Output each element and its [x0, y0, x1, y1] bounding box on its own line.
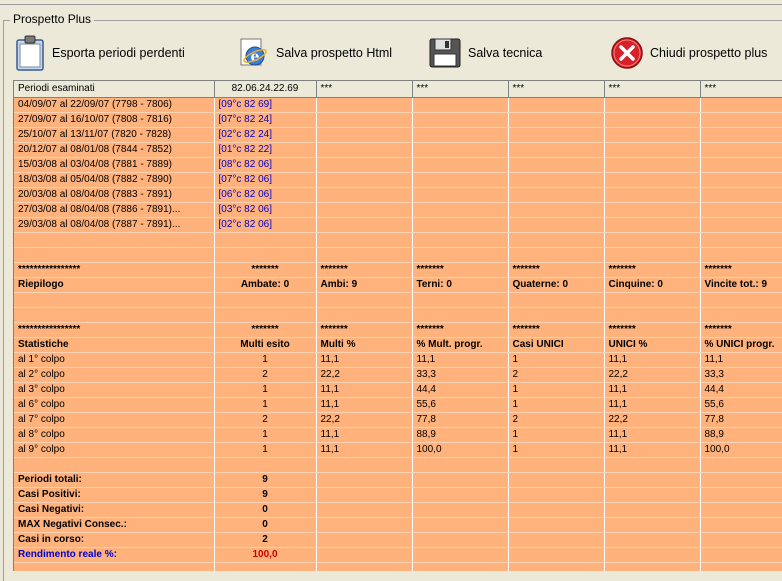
empty-cell: [316, 488, 412, 503]
stats-cell: 22,2: [316, 413, 412, 428]
stats-header-row-cell: Multi esito: [214, 338, 316, 353]
stats-cell: 1: [214, 353, 316, 368]
stats-row: [14, 413, 782, 428]
stats-cell: 77,8: [700, 413, 782, 428]
results-grid[interactable]: [13, 80, 782, 571]
total-label: Periodi totali:: [14, 473, 214, 488]
summary-row-cell: Riepilogo: [14, 278, 214, 293]
empty-cell: [700, 503, 782, 518]
empty-cell: [14, 233, 214, 248]
stats-cell: 44,4: [700, 383, 782, 398]
close-icon: [610, 36, 644, 70]
total-row: [14, 503, 782, 518]
summary-row-cell: Ambi: 9: [316, 278, 412, 293]
empty-cell: [700, 533, 782, 548]
stats-cell: al 8° colpo: [14, 428, 214, 443]
empty-cell: [604, 563, 700, 572]
empty-cell: [412, 473, 508, 488]
empty-cell: [604, 128, 700, 143]
empty-row: [14, 248, 782, 263]
empty-cell: [700, 473, 782, 488]
empty-cell: [508, 158, 604, 173]
stats-cell: 88,9: [412, 428, 508, 443]
empty-cell: [604, 248, 700, 263]
empty-cell: [412, 248, 508, 263]
stats-header-row-cell: % UNICI progr.: [700, 338, 782, 353]
empty-cell: [412, 188, 508, 203]
empty-cell: [508, 518, 604, 533]
stats-cell: 100,0: [412, 443, 508, 458]
stats-cell: al 1° colpo: [14, 353, 214, 368]
header-cell[interactable]: ***: [508, 81, 604, 98]
empty-cell: [508, 143, 604, 158]
header-cell[interactable]: ***: [604, 81, 700, 98]
empty-cell: [316, 203, 412, 218]
empty-cell: [604, 173, 700, 188]
empty-cell: [700, 233, 782, 248]
stats-cell: 100,0: [700, 443, 782, 458]
stats-cell: 11,1: [412, 353, 508, 368]
empty-cell: [604, 473, 700, 488]
empty-cell: [316, 503, 412, 518]
separator-row-cell: *******: [214, 323, 316, 338]
group-title: Prospetto Plus: [10, 12, 94, 26]
total-label: Casi in corso:: [14, 533, 214, 548]
results-table: [14, 81, 782, 571]
empty-cell: [412, 158, 508, 173]
separator-row-cell: *******: [508, 263, 604, 278]
empty-cell: [214, 233, 316, 248]
stats-cell: 22,2: [316, 368, 412, 383]
period-range: 04/09/07 al 22/09/07 (7798 - 7806): [14, 98, 214, 113]
empty-cell: [316, 248, 412, 263]
stats-cell: 44,4: [412, 383, 508, 398]
period-code: [09°c 82 69]: [214, 98, 316, 113]
stats-cell: 33,3: [412, 368, 508, 383]
save-html-button[interactable]: [236, 34, 392, 72]
period-row: [14, 98, 782, 113]
stats-header-row-cell: Multi %: [316, 338, 412, 353]
total-row: [14, 488, 782, 503]
save-html-label: Salva prospetto Html: [276, 46, 393, 60]
stats-cell: al 7° colpo: [14, 413, 214, 428]
empty-cell: [604, 188, 700, 203]
empty-cell: [700, 218, 782, 233]
stats-cell: 1: [214, 443, 316, 458]
rendimento-value: 100,0: [214, 548, 316, 563]
empty-cell: [214, 293, 316, 308]
empty-cell: [604, 158, 700, 173]
empty-cell: [412, 293, 508, 308]
total-row: [14, 533, 782, 548]
period-range: 18/03/08 al 05/04/08 (7882 - 7890): [14, 173, 214, 188]
empty-cell: [604, 533, 700, 548]
save-tech-button[interactable]: [428, 34, 542, 72]
period-code: [03°c 82 06]: [214, 203, 316, 218]
empty-cell: [316, 218, 412, 233]
summary-row-cell: Cinquine: 0: [604, 278, 700, 293]
empty-cell: [604, 488, 700, 503]
empty-cell: [316, 548, 412, 563]
empty-cell: [412, 233, 508, 248]
stats-header-row-cell: Statistiche: [14, 338, 214, 353]
empty-cell: [412, 203, 508, 218]
total-label: MAX Negativi Consec.:: [14, 518, 214, 533]
empty-cell: [316, 173, 412, 188]
summary-row-cell: Terni: 0: [412, 278, 508, 293]
stats-cell: 55,6: [700, 398, 782, 413]
empty-cell: [508, 293, 604, 308]
stats-cell: 2: [508, 368, 604, 383]
stats-cell: 1: [508, 398, 604, 413]
close-button[interactable]: [610, 34, 767, 72]
stats-header-row-cell: UNICI %: [604, 338, 700, 353]
empty-cell: [508, 98, 604, 113]
empty-row: [14, 293, 782, 308]
empty-cell: [508, 113, 604, 128]
empty-cell: [700, 458, 782, 473]
empty-cell: [508, 173, 604, 188]
stats-row: [14, 383, 782, 398]
period-code: [08°c 82 06]: [214, 158, 316, 173]
separator-row-cell: *******: [316, 323, 412, 338]
empty-cell: [604, 293, 700, 308]
empty-cell: [508, 203, 604, 218]
period-row: [14, 143, 782, 158]
empty-cell: [412, 503, 508, 518]
empty-cell: [316, 158, 412, 173]
stats-cell: 11,1: [316, 353, 412, 368]
summary-row-cell: Vincite tot.: 9: [700, 278, 782, 293]
empty-cell: [412, 308, 508, 323]
separator-row-cell: *******: [412, 323, 508, 338]
period-range: 29/03/08 al 08/04/08 (7887 - 7891)...: [14, 218, 214, 233]
empty-cell: [412, 113, 508, 128]
stats-cell: 11,1: [604, 353, 700, 368]
empty-cell: [508, 248, 604, 263]
separator-row-cell: *******: [700, 323, 782, 338]
empty-cell: [412, 548, 508, 563]
empty-cell: [316, 113, 412, 128]
header-cell[interactable]: 82.06.24.22.69: [214, 81, 316, 98]
stats-cell: 2: [214, 368, 316, 383]
empty-cell: [508, 188, 604, 203]
title-bar-edge: [0, 0, 782, 5]
empty-cell: [508, 128, 604, 143]
period-range: 20/12/07 al 08/01/08 (7844 - 7852): [14, 143, 214, 158]
empty-cell: [214, 308, 316, 323]
empty-cell: [700, 128, 782, 143]
empty-row: [14, 308, 782, 323]
empty-cell: [508, 308, 604, 323]
total-label: Casi Positivi:: [14, 488, 214, 503]
total-value: 0: [214, 503, 316, 518]
period-range: 20/03/08 al 08/04/08 (7883 - 7891): [14, 188, 214, 203]
empty-cell: [412, 458, 508, 473]
empty-cell: [316, 518, 412, 533]
empty-cell: [604, 458, 700, 473]
empty-cell: [316, 473, 412, 488]
rendimento-row: [14, 548, 782, 563]
total-value: 9: [214, 488, 316, 503]
stats-row: [14, 398, 782, 413]
stats-cell: 1: [508, 353, 604, 368]
empty-cell: [412, 128, 508, 143]
stats-header-row-cell: Casi UNICI: [508, 338, 604, 353]
total-value: 0: [214, 518, 316, 533]
period-code: [07°c 82 24]: [214, 113, 316, 128]
stats-cell: 1: [214, 398, 316, 413]
empty-row: [14, 458, 782, 473]
empty-cell: [700, 158, 782, 173]
separator-row-cell: *******: [316, 263, 412, 278]
stats-header-row-cell: % Mult. progr.: [412, 338, 508, 353]
separator-row: [14, 323, 782, 338]
empty-cell: [700, 548, 782, 563]
stats-cell: 2: [214, 413, 316, 428]
empty-cell: [412, 173, 508, 188]
empty-row: [14, 233, 782, 248]
empty-cell: [604, 308, 700, 323]
period-row: [14, 203, 782, 218]
export-label: Esporta periodi perdenti: [52, 46, 185, 60]
stats-cell: al 9° colpo: [14, 443, 214, 458]
empty-cell: [604, 518, 700, 533]
stats-row: [14, 428, 782, 443]
empty-cell: [508, 473, 604, 488]
stats-cell: 55,6: [412, 398, 508, 413]
stats-cell: 33,3: [700, 368, 782, 383]
stats-cell: 77,8: [412, 413, 508, 428]
stats-cell: 11,1: [604, 428, 700, 443]
stats-cell: 11,1: [604, 383, 700, 398]
empty-cell: [316, 293, 412, 308]
svg-text:e: e: [250, 49, 260, 65]
period-row: [14, 188, 782, 203]
internet-explorer-icon: [236, 36, 270, 70]
stats-cell: 1: [508, 443, 604, 458]
stats-cell: 11,1: [316, 398, 412, 413]
empty-cell: [316, 188, 412, 203]
empty-cell: [508, 503, 604, 518]
empty-cell: [14, 308, 214, 323]
stats-cell: 11,1: [604, 443, 700, 458]
header-cell[interactable]: Periodi esaminati: [14, 81, 214, 98]
period-row: [14, 113, 782, 128]
empty-cell: [316, 128, 412, 143]
empty-cell: [508, 218, 604, 233]
header-cell[interactable]: ***: [412, 81, 508, 98]
empty-cell: [214, 563, 316, 572]
empty-cell: [412, 563, 508, 572]
empty-cell: [604, 203, 700, 218]
empty-cell: [508, 458, 604, 473]
empty-cell: [508, 563, 604, 572]
rendimento-label: Rendimento reale %:: [14, 548, 214, 563]
empty-cell: [700, 188, 782, 203]
empty-cell: [604, 98, 700, 113]
empty-cell: [604, 218, 700, 233]
stats-cell: 1: [508, 383, 604, 398]
empty-cell: [316, 233, 412, 248]
empty-cell: [508, 548, 604, 563]
period-code: [01°c 82 22]: [214, 143, 316, 158]
separator-row-cell: *******: [508, 323, 604, 338]
summary-row: [14, 278, 782, 293]
stats-cell: al 6° colpo: [14, 398, 214, 413]
total-value: 9: [214, 473, 316, 488]
total-row: [14, 473, 782, 488]
stats-cell: 11,1: [316, 443, 412, 458]
summary-row-cell: Ambate: 0: [214, 278, 316, 293]
empty-cell: [14, 563, 214, 572]
separator-row-cell: *******: [412, 263, 508, 278]
empty-cell: [412, 98, 508, 113]
header-row: [14, 81, 782, 98]
period-code: [02°c 82 24]: [214, 128, 316, 143]
stats-cell: 1: [214, 383, 316, 398]
period-code: [07°c 82 06]: [214, 173, 316, 188]
empty-cell: [700, 173, 782, 188]
stats-cell: 22,2: [604, 413, 700, 428]
empty-cell: [316, 563, 412, 572]
empty-cell: [700, 308, 782, 323]
period-range: 15/03/08 al 03/04/08 (7881 - 7889): [14, 158, 214, 173]
stats-cell: 1: [508, 428, 604, 443]
empty-cell: [316, 308, 412, 323]
empty-cell: [700, 143, 782, 158]
stats-cell: 11,1: [316, 428, 412, 443]
empty-cell: [316, 143, 412, 158]
save-tech-label: Salva tecnica: [468, 46, 543, 60]
period-range: 27/03/08 al 08/04/08 (7886 - 7891)...: [14, 203, 214, 218]
separator-row-cell: *******: [700, 263, 782, 278]
empty-cell: [14, 293, 214, 308]
stats-cell: 11,1: [316, 383, 412, 398]
stats-row: [14, 443, 782, 458]
empty-cell: [316, 98, 412, 113]
stats-cell: al 2° colpo: [14, 368, 214, 383]
close-label: Chiudi prospetto plus: [650, 46, 768, 60]
header-cell[interactable]: ***: [700, 81, 782, 98]
period-row: [14, 128, 782, 143]
empty-cell: [604, 548, 700, 563]
empty-cell: [700, 98, 782, 113]
stats-cell: 22,2: [604, 368, 700, 383]
empty-cell: [14, 248, 214, 263]
period-code: [06°c 82 06]: [214, 188, 316, 203]
stats-cell: 11,1: [604, 398, 700, 413]
empty-cell: [14, 458, 214, 473]
period-row: [14, 218, 782, 233]
empty-cell: [700, 563, 782, 572]
empty-cell: [412, 488, 508, 503]
empty-cell: [412, 218, 508, 233]
stats-cell: 2: [508, 413, 604, 428]
empty-cell: [412, 143, 508, 158]
stats-cell: al 3° colpo: [14, 383, 214, 398]
empty-cell: [604, 113, 700, 128]
separator-row-cell: *******: [604, 323, 700, 338]
empty-cell: [700, 203, 782, 218]
stats-cell: 11,1: [700, 353, 782, 368]
stats-row: [14, 353, 782, 368]
empty-cell: [700, 248, 782, 263]
summary-row-cell: Quaterne: 0: [508, 278, 604, 293]
empty-cell: [214, 458, 316, 473]
empty-cell: [700, 488, 782, 503]
total-value: 2: [214, 533, 316, 548]
separator-row: [14, 263, 782, 278]
empty-cell: [604, 143, 700, 158]
separator-row-cell: *******: [604, 263, 700, 278]
empty-cell: [316, 533, 412, 548]
separator-row-cell: ****************: [14, 323, 214, 338]
header-cell[interactable]: ***: [316, 81, 412, 98]
floppy-disk-icon: [428, 36, 462, 70]
empty-cell: [700, 293, 782, 308]
toolbar: [14, 34, 782, 72]
stats-row: [14, 368, 782, 383]
empty-cell: [508, 533, 604, 548]
period-row: [14, 173, 782, 188]
stats-cell: 1: [214, 428, 316, 443]
period-code: [02°c 82 06]: [214, 218, 316, 233]
period-range: 27/09/07 al 16/10/07 (7808 - 7816): [14, 113, 214, 128]
period-range: 25/10/07 al 13/11/07 (7820 - 7828): [14, 128, 214, 143]
clipboard-icon: [14, 35, 46, 71]
separator-row-cell: *******: [214, 263, 316, 278]
stats-header-row: [14, 338, 782, 353]
empty-cell: [316, 458, 412, 473]
empty-cell: [604, 503, 700, 518]
separator-row-cell: ****************: [14, 263, 214, 278]
empty-cell: [700, 518, 782, 533]
empty-cell: [412, 533, 508, 548]
empty-row: [14, 563, 782, 572]
empty-cell: [700, 113, 782, 128]
empty-cell: [508, 488, 604, 503]
empty-cell: [604, 233, 700, 248]
total-label: Casi Negativi:: [14, 503, 214, 518]
stats-cell: 88,9: [700, 428, 782, 443]
total-row: [14, 518, 782, 533]
empty-cell: [214, 248, 316, 263]
export-button[interactable]: [14, 34, 185, 72]
empty-cell: [412, 518, 508, 533]
empty-cell: [508, 233, 604, 248]
period-row: [14, 158, 782, 173]
